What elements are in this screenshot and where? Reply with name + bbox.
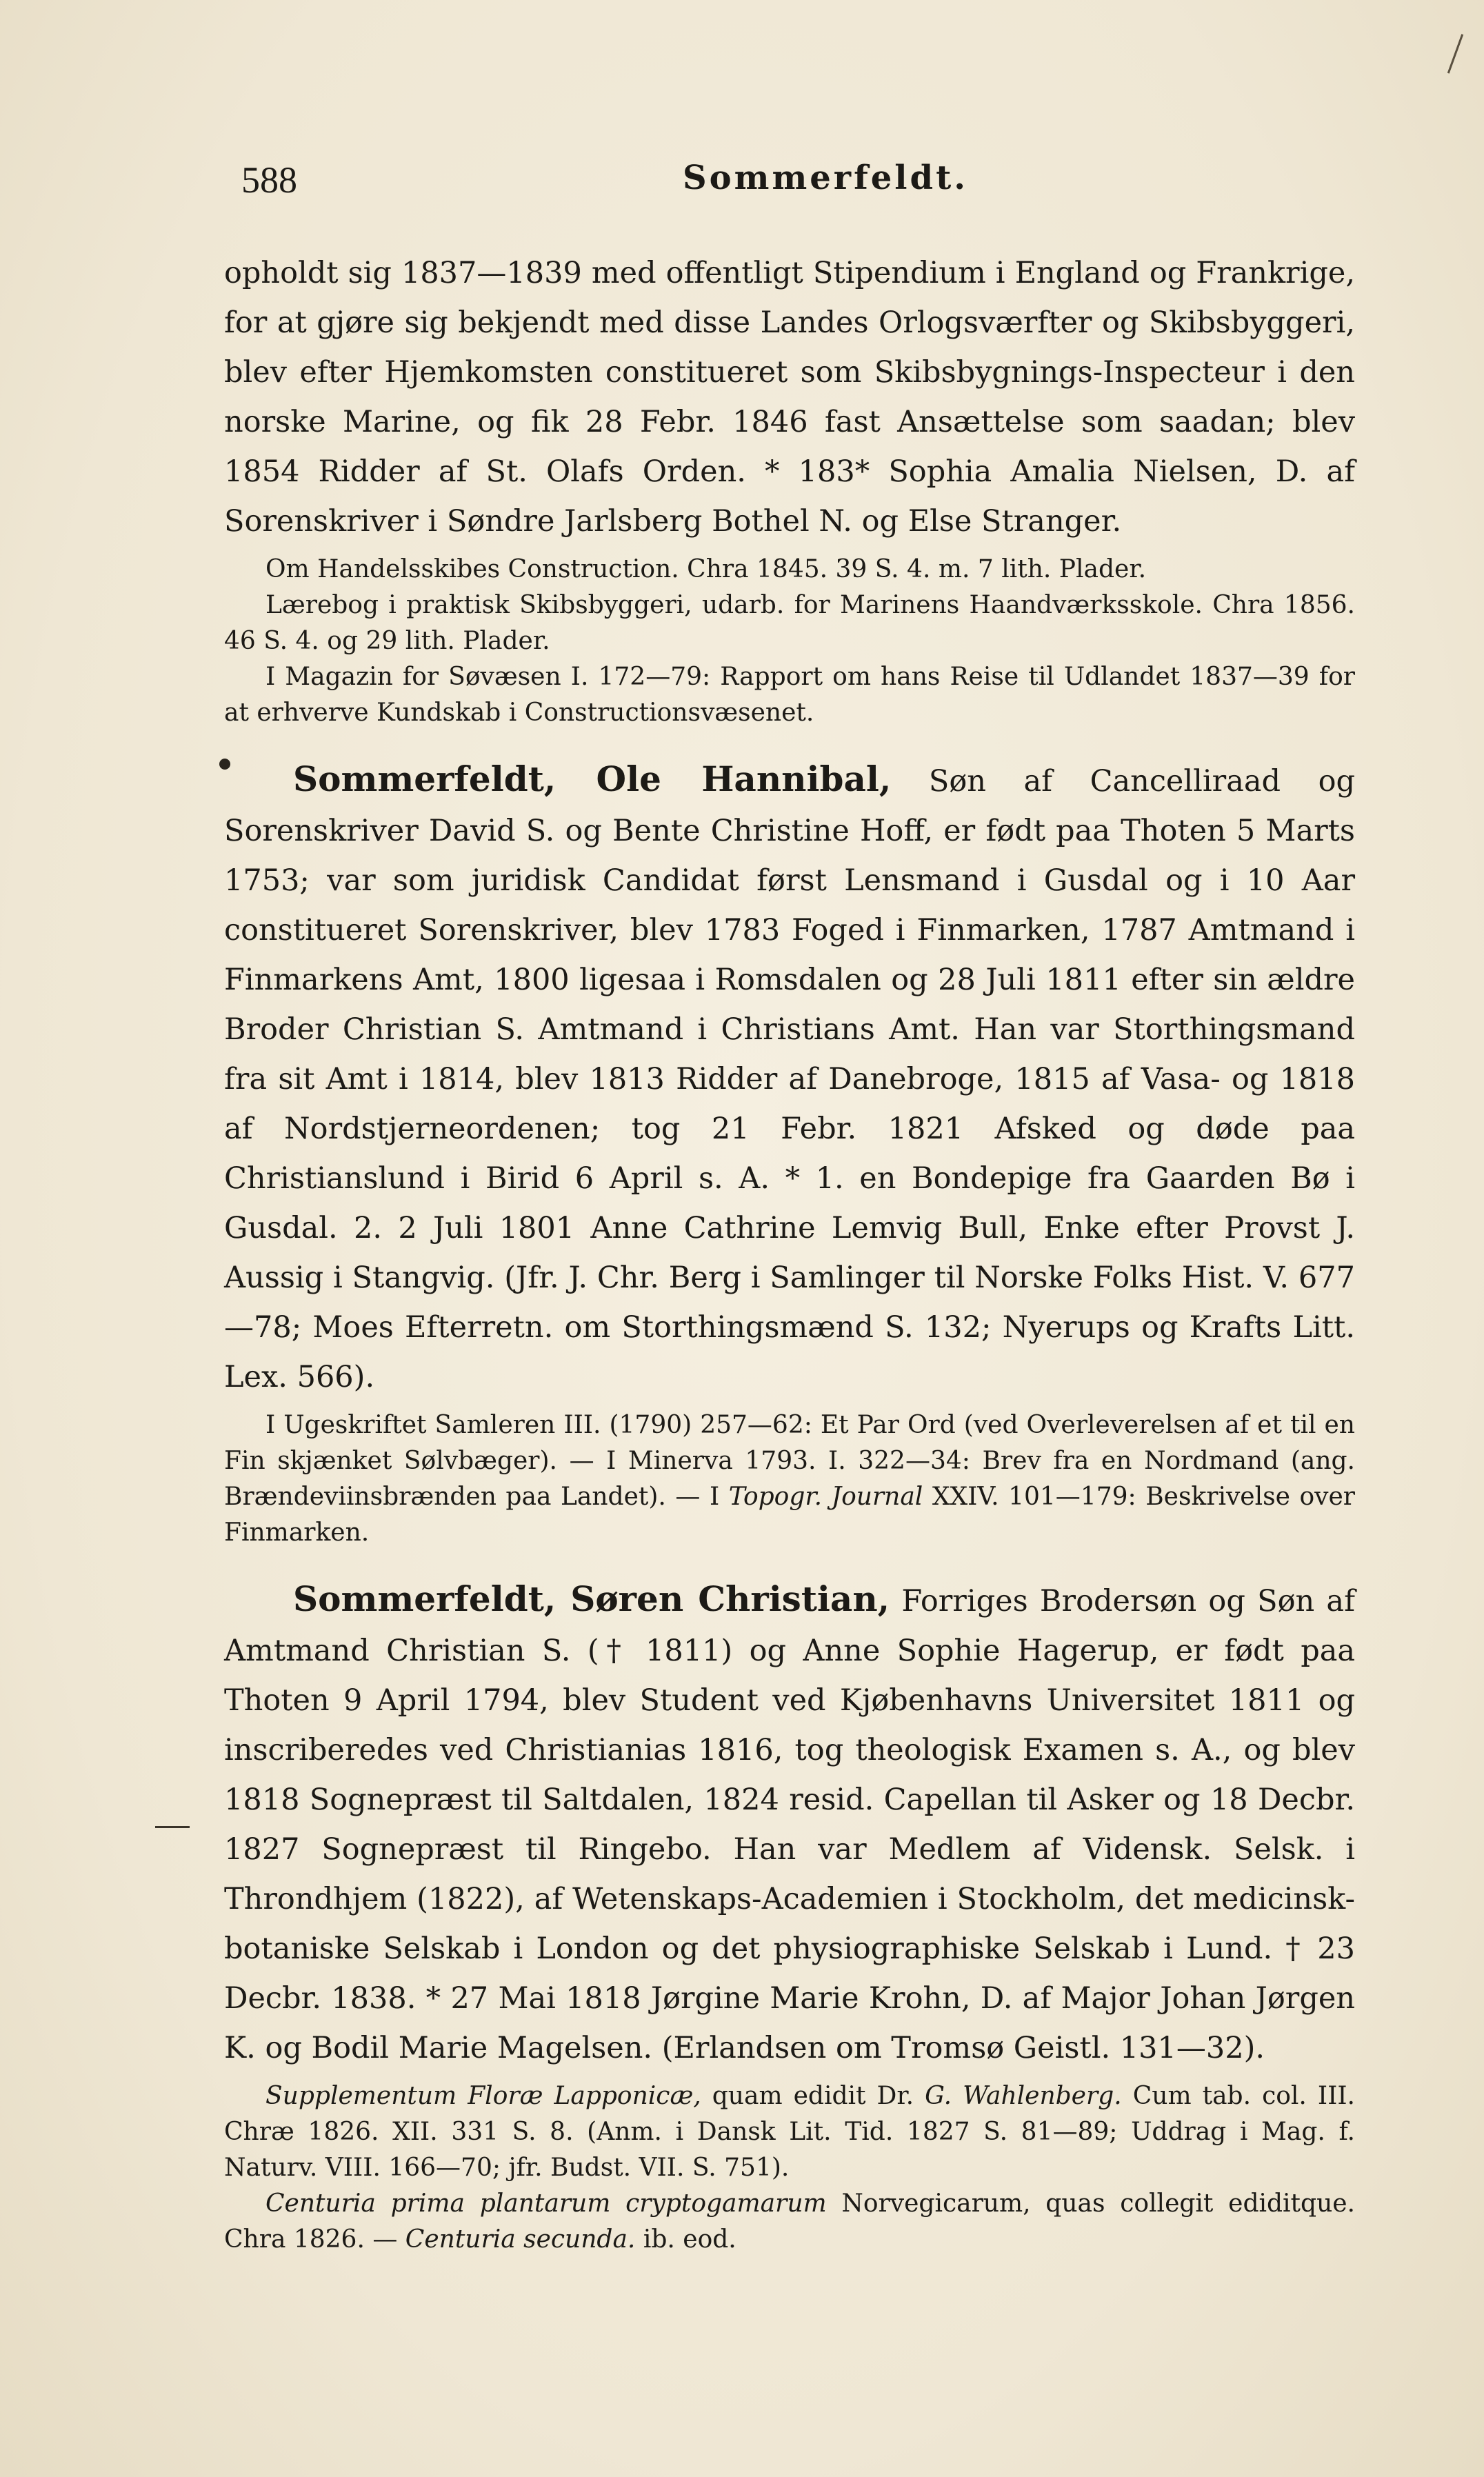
corner-pencil-mark <box>1447 34 1463 73</box>
bibliography-note: I Magazin for Søvæsen I. 172—79: Rapport om hans Reise til Udlandet 1837—39 for at erhverve Kundskab i Constructionsvæsenet. <box>224 663 1355 727</box>
entry-text <box>224 754 1355 1402</box>
entry-body: Forriges Brodersøn og Søn af Amtmand Christian S. († 1811) og Anne Sophie Hagerup, er født paa Thoten 9 April 1794, blev Student ved Kjøbenhavns Universitet 1811 og inscriberedes ved Christianias 1816, tog theologisk Examen s. A., og blev 1818 Sognepræst til Saltdalen, 1824 resid. Capellan til Asker og 18 Decbr. 1827 Sognepræst til Ringebo. Han var Medlem af Vidensk. Selsk. i Throndhjem (1822), af Wetenskaps-Academien i Stockholm, det medicinsk-botaniske Selskab i London og det physiographiske Selskab i Lund. † 23 Decbr. 1838. * 27 Mai 1818 Jørgine Marie Krohn, D. af Major Johan Jørgen K. og Bodil Marie Magelsen. (Erlandsen om Tromsø Geistl. 131—32). <box>224 1584 1355 2065</box>
page-body <box>224 248 1355 2258</box>
entry-soren-christian <box>224 1574 1355 2258</box>
margin-dash <box>155 1826 190 1828</box>
bibliography-note: Om Handelsskibes Construction. Chra 1845. 39 S. 4. m. 7 lith. Plader. <box>265 555 1147 583</box>
note-title-italic: Centuria prima plantarum cryptogamarum <box>265 2189 827 2218</box>
note-title-italic: Centuria secunda. <box>405 2225 636 2254</box>
note-title-italic: Topogr. Journal <box>728 1483 923 1511</box>
page-header <box>241 159 1346 207</box>
bibliography-note: Lærebog i praktisk Skibsbyggeri, udarb. for Marinens Haandværksskole. Chra 1856. 46 S. 4. og 29 lith. Plader. <box>224 591 1355 655</box>
entry-name: Sommerfeldt, Ole Hannibal, <box>293 759 892 799</box>
note-text: quam edidit Dr. <box>701 2082 925 2110</box>
note-text: I Ugeskriftet Samleren III. (1790) 257—62: Et Par Ord (ved Overleverelsen af et til en Fin skjænket Sølvbæger). — I Minerva 1793. I. 322—34: Brev fra en Nordmand (ang. Brændeviinsbrænden paa Landet). — I <box>224 1411 1355 1511</box>
bibliography-note <box>224 2186 1355 2258</box>
note-title-italic: Supplementum Floræ Lapponicæ, <box>265 2082 701 2110</box>
entry-body: Søn af Cancelliraad og Sorenskriver David S. og Bente Christine Hoff, er født paa Thoten 5 Marts 1753; var som juridisk Candidat først Lensmand i Gusdal og i 10 Aar constitueret Sorenskriver, blev 1783 Foged i Finmarken, 1787 Amtmand i Finmarkens Amt, 1800 ligesaa i Romsdalen og 28 Juli 1811 efter sin ældre Broder Christian S. Amtmand i Christians Amt. Han var Storthingsmand fra sit Amt i 1814, blev 1813 Ridder af Danebroge, 1815 af Vasa- og 1818 af Nordstjerneordenen; tog 21 Febr. 1821 Afsked og døde paa Christianslund i Birid 6 April s. A. * 1. en Bondepige fra Gaarden Bø i Gusdal. 2. 2 Juli 1801 Anne Cathrine Lemvig Bull, Enke efter Provst J. Aussig i Stangvig. (Jfr. J. Chr. Berg i Samlinger til Norske Folks Hist. V. 677—78; Moes Efterretn. om Storthingsmænd S. 132; Nyerups og Krafts Litt. Lex. 566). <box>224 764 1355 1394</box>
note-author-italic: G. Wahlenberg. <box>925 2082 1122 2110</box>
bibliography-note <box>224 1407 1355 1551</box>
note-text: XXIV. 101—179: Beskrivelse over Finmarken. <box>224 1483 1355 1547</box>
note-text: Norvegicarum, quas collegit ediditque. Chra 1826. — <box>224 2189 1356 2254</box>
note-text: ib. eod. <box>635 2225 736 2254</box>
continued-entry-text: opholdt sig 1837—1839 med offentligt Stipendium i England og Frankrige, for at gjøre sig bekjendt med disse Landes Orlogsværfter og Skibsbyggeri, blev efter Hjemkomsten constitueret som Skibsbygnings-Inspecteur i den norske Marine, og fik 28 Febr. 1846 fast Ansættelse som saadan; blev 1854 Ridder af St. Olafs Orden. * 183* Sophia Amalia Nielsen, D. af Sorenskriver i Søndre Jarlsberg Bothel N. og Else Stranger. <box>224 256 1355 539</box>
entry-bibliography <box>224 2078 1355 2258</box>
entry-bibliography <box>224 1407 1355 1551</box>
page-number: 588 <box>241 159 297 201</box>
entry-ole-hannibal <box>224 754 1355 1551</box>
note-text: Cum tab. col. III. Chræ 1826. XII. 331 S. 8. (Anm. i Dansk Lit. Tid. 1827 S. 81—89; Uddrag i Mag. f. Naturv. VIII. 166—70; jfr. Budst. VII. S. 751). <box>224 2082 1356 2182</box>
continued-entry <box>224 248 1355 731</box>
continued-entry-bibliography <box>224 552 1355 731</box>
entry-text <box>224 1574 1355 2073</box>
running-title: Sommerfeldt. <box>683 159 968 197</box>
bibliography-note <box>224 2078 1355 2186</box>
entry-name: Sommerfeldt, Søren Christian, <box>293 1578 890 1619</box>
